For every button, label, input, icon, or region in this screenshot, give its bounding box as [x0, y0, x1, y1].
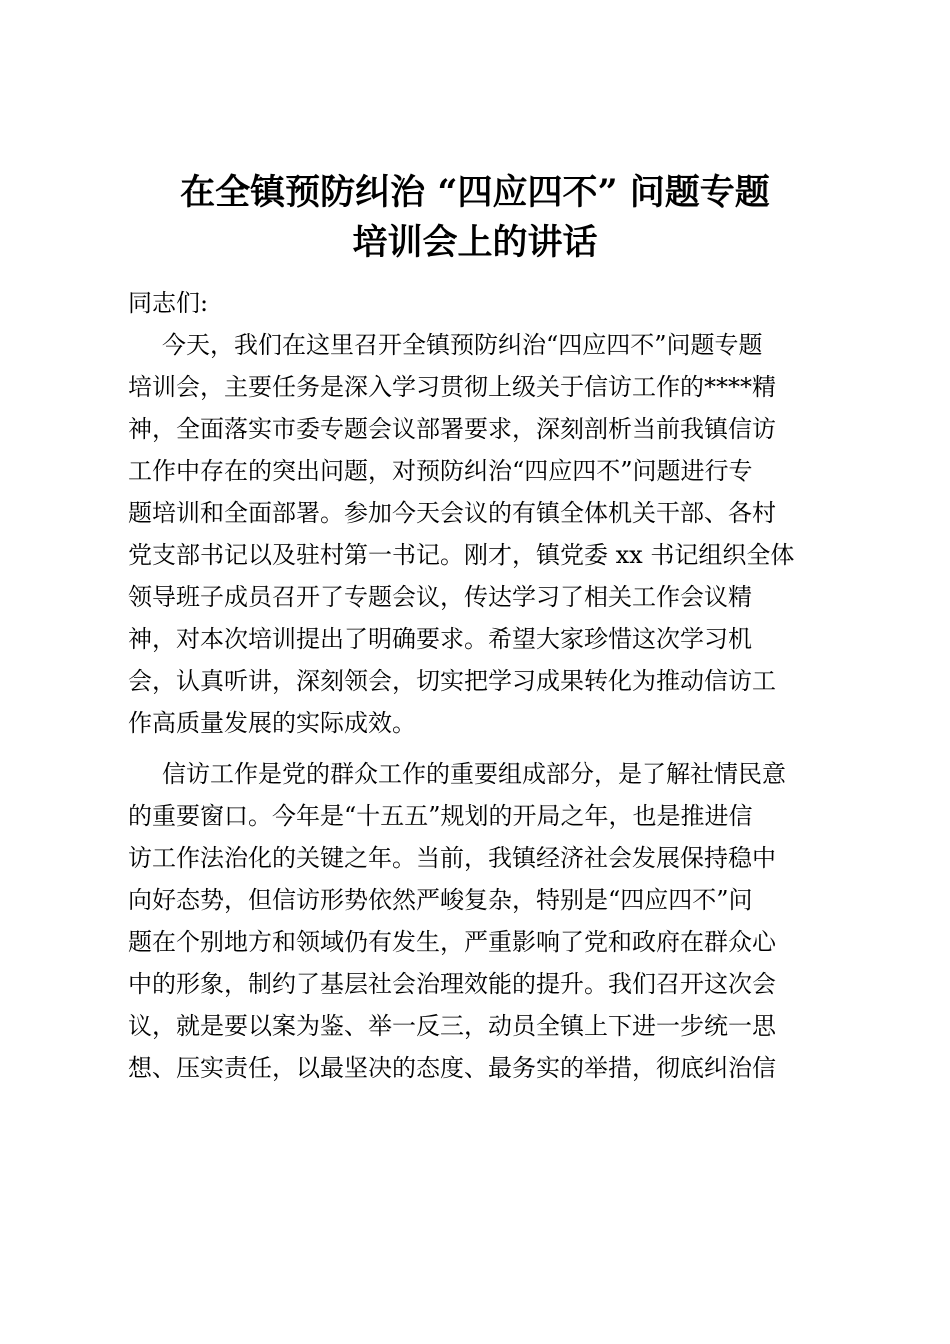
- paragraph-2-line: 想、压实责任，以最坚决的态度、最务实的举措，彻底纠治信: [128, 1054, 776, 1082]
- paragraph-2-line: 向好态势，但信访形势依然严峻复杂，特别是“四应四不”问: [128, 886, 753, 914]
- paragraph-1-line: 领导班子成员召开了专题会议，传达学习了相关工作会议精: [128, 583, 752, 611]
- paragraph-2-line: 题在个别地方和领域仍有发生，严重影响了党和政府在群众心: [128, 928, 776, 956]
- paragraph-2-line: 的重要窗口。今年是“十五五”规划的开局之年，也是推进信: [128, 802, 753, 830]
- salutation: 同志们:: [128, 289, 209, 317]
- paragraph-1-line: 培训会，主要任务是深入学习贯彻上级关于信访工作的****精: [128, 373, 776, 401]
- paragraph-2-line: 信访工作是党的群众工作的重要组成部分，是了解社情民意: [162, 760, 786, 788]
- paragraph-1-line: 工作中存在的突出问题，对预防纠治“四应四不”问题进行专: [128, 457, 753, 485]
- paragraph-1-line: 神，全面落实市委专题会议部署要求，深刻剖析当前我镇信访: [128, 415, 776, 443]
- paragraph-1-line: 党支部书记以及驻村第一书记。刚才，镇党委 xx 书记组织全体: [128, 541, 795, 569]
- paragraph-2-line: 中的形象，制约了基层社会治理效能的提升。我们召开这次会: [128, 970, 776, 998]
- document-title-line-1: 在全镇预防纠治 “四应四不” 问题专题: [180, 172, 770, 213]
- paragraph-2-line: 访工作法治化的关键之年。当前，我镇经济社会发展保持稳中: [128, 844, 776, 872]
- document-title-line-2: 培训会上的讲话: [352, 222, 598, 263]
- paragraph-1-line: 作高质量发展的实际成效。: [128, 709, 416, 737]
- paragraph-1-line: 神，对本次培训提出了明确要求。希望大家珍惜这次学习机: [128, 625, 752, 653]
- paragraph-2-line: 议，就是要以案为鉴、举一反三，动员全镇上下进一步统一思: [128, 1012, 776, 1040]
- paragraph-1-line: 题培训和全面部署。参加今天会议的有镇全体机关干部、各村: [128, 499, 776, 527]
- paragraph-1-line: 今天，我们在这里召开全镇预防纠治“四应四不”问题专题: [162, 331, 763, 359]
- paragraph-1-line: 会，认真听讲，深刻领会，切实把学习成果转化为推动信访工: [128, 667, 776, 695]
